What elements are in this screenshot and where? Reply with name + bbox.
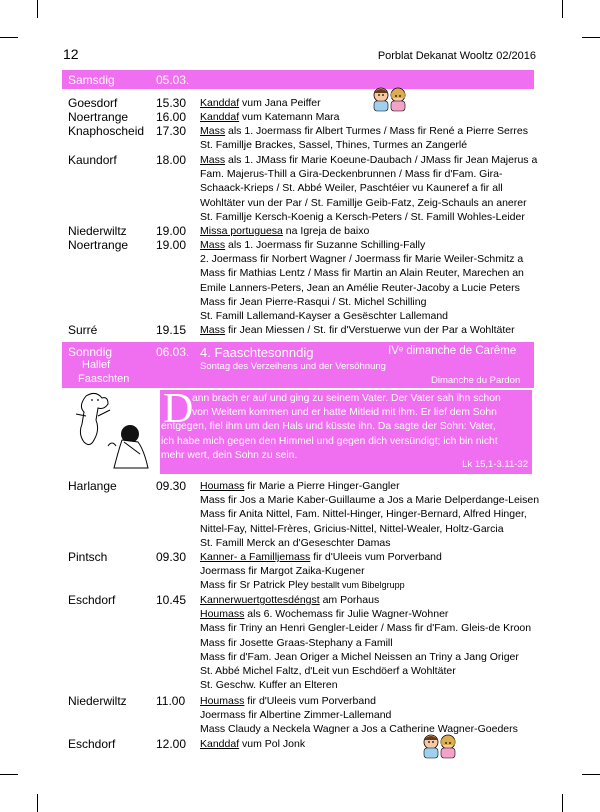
crop-mark	[0, 774, 18, 775]
row-desc: na Igreja de baixo	[282, 225, 370, 237]
row-time: 15.30	[156, 96, 187, 110]
prodigal-son-illustration	[68, 390, 156, 472]
saturday-day: Samsdig	[68, 73, 115, 87]
row-keyword: Kanner- a Familljemass	[200, 551, 311, 563]
row-desc: als 1. JMass fir Marie Koeune-Daubach / JMass fir Jean Majerus a	[225, 154, 538, 166]
row-place: Niederwiltz	[68, 224, 127, 238]
row-time: 09.30	[156, 550, 187, 564]
row-time: 10.45	[156, 593, 187, 607]
row-extra-line: Schaack-Krieps / St. Abbé Weiler, Paschtéier vu Kauneref a fir all	[200, 182, 503, 195]
baptism-children-icon	[420, 733, 462, 759]
gospel-line: entgegen, fiel ihm um den Hals und küsste ihn. Da sagte der Sohn: Vater,	[161, 421, 496, 433]
row-keyword: Houmass	[200, 695, 245, 707]
row-keyword: Mass	[200, 324, 226, 336]
row-place: Surré	[68, 323, 98, 337]
row-text	[200, 323, 540, 337]
publication-title: Porblat Dekanat Wooltz 02/2016	[377, 50, 536, 62]
row-extra-line: St. Famill Merck an d'Geseschter Damas	[200, 536, 391, 549]
row-text	[200, 110, 540, 124]
row-place: Noertrange	[68, 110, 129, 124]
row-extra-line: Joermass fir Margot Zaika-Kugener	[200, 565, 365, 578]
row-time: 09.30	[156, 479, 187, 493]
saturday-date: 05.03.	[156, 73, 190, 87]
row-desc: als 1. Joermass fir Albert Turmes / Mass fir René a Pierre Serres	[225, 125, 528, 137]
row-place: Pintsch	[68, 550, 108, 564]
row-text	[200, 238, 540, 323]
row-keyword: Kanddaf	[200, 97, 240, 109]
row-keyword: Kannerwuertgottesdéngst	[200, 594, 320, 606]
crop-mark	[37, 0, 38, 18]
row-keyword: Mass	[200, 239, 226, 251]
row-text	[200, 694, 540, 737]
crop-mark	[582, 774, 600, 775]
row-desc: vum Pol Jonk	[239, 738, 306, 750]
row-time: 11.00	[156, 694, 186, 708]
row-keyword: Mass	[200, 154, 226, 166]
row-time: 17.30	[156, 124, 187, 138]
row-extra-line: Mass fir Sr Patrick Pley	[200, 579, 309, 592]
row-desc: fir d'Uleeis vum Porverband	[310, 551, 442, 563]
row-keyword: Houmass	[200, 608, 245, 621]
row-keyword: Houmass	[200, 480, 245, 492]
row-extra-line: St. Famillje Kersch-Koenig a Kersch-Peters / St. Famill Wohles-Leider	[200, 210, 525, 223]
row-place: Eschdorf	[68, 593, 116, 607]
row-desc: vum Jana Peiffer	[239, 97, 321, 109]
saturday-header-band	[62, 70, 534, 89]
row-place: Knaphoscheid	[68, 124, 145, 138]
row-place: Eschdorf	[68, 737, 116, 751]
row-extra-line: Wohltäter vun der Par / St. Famillje Geib-Fatz, Zeig-Schauls an anerer	[200, 196, 527, 209]
row-text	[200, 593, 540, 692]
row-time: 19.00	[156, 238, 187, 252]
row-time: 16.00	[156, 110, 187, 124]
row-keyword: Kanddaf	[200, 738, 240, 750]
row-keyword: Missa portuguesa	[200, 225, 283, 237]
row-extra-line: Mass fir Jean Pierre-Rasqui / St. Michel Schilling	[200, 295, 427, 308]
gospel-reference: Lk 15,1-3.11-32	[462, 459, 528, 470]
gospel-line: ich habe mich gegen den Himmel und gegen dich versündigt; ich bin nicht	[161, 435, 498, 447]
row-desc: vum Katemann Mara	[239, 111, 340, 123]
crop-mark	[0, 37, 18, 38]
row-extra-line: St. Geschw. Kuffer an Elteren	[200, 679, 338, 692]
row-keyword: Mass	[200, 125, 226, 137]
row-text	[200, 153, 540, 224]
row-text	[200, 737, 540, 751]
row-keyword: Kanddaf	[200, 111, 240, 123]
row-extra-line: Mass fir d'Fam. Jean Origer a Michel Neissen an Triny a Jang Origer	[200, 650, 519, 663]
gospel-line: von Weitem kommen und er hatte Mitleid mit ihm. Er lief dem Sohn	[192, 407, 497, 419]
row-extra-line: Mass fir Jos a Marie Kaber-Guillaume a Jos a Marie Delperdange-Leisen	[200, 494, 540, 507]
gospel-text	[161, 392, 530, 463]
row-extra-line: Mass fir Anita Nittel, Fam. Nittel-Hinger, Hinger-Bernard, Alfred Hinger,	[200, 508, 527, 521]
feast-title: 4. Faaschtesonndig	[200, 345, 314, 360]
row-place: Noertrange	[68, 238, 129, 252]
row-place: Goesdorf	[68, 96, 118, 110]
row-extra-line: Emile Lanners-Peters, Jean an Amélie Reuter-Jacoby a Lucie Peters	[200, 281, 520, 294]
feast-title-fr: IVᵉ dimanche de Carême	[388, 345, 517, 357]
sunday-date: 06.03.	[156, 345, 190, 359]
sunday-subtitle: Hallef	[82, 359, 111, 371]
row-desc: als 1. Joermass fir Suzanne Schilling-Fally	[225, 239, 426, 251]
feast-motto: Sontag des Verzeihens und der Versöhnung	[200, 361, 386, 372]
gospel-initial: D	[163, 386, 194, 432]
row-extra-line: Mass fir Triny an Henri Gengler-Leider / Mass fir d'Fam. Gleis-de Kroon	[200, 622, 532, 635]
gospel-line: ann brach er auf und ging zu seinem Vater. Der Vater sah ihn schon	[192, 393, 501, 404]
row-extra-line: Nittel-Fay, Nittel-Frères, Gricius-Nittel, Nittel-Wealer, Holtz-Garcia	[200, 522, 504, 535]
row-desc: am Porhaus	[319, 594, 380, 606]
row-extra-line: Fam. Majerus-Thill a Gira-Deckenbrunnen / Mass fir d'Fam. Gira-	[200, 168, 503, 181]
feast-motto-fr: Dimanche du Pardon	[431, 375, 521, 386]
row-extra-line: St. Famillje Brackes, Sassel, Thines, Turmes an Zangerlé	[200, 139, 468, 152]
row-text	[200, 124, 540, 152]
row-extra-line: Mass fir Josette Graas-Stephany a Famill	[200, 636, 393, 649]
page-number: 12	[63, 46, 79, 62]
row-place: Harlange	[68, 479, 117, 493]
sunday-day: Sonndig	[68, 345, 113, 359]
crop-mark	[582, 37, 600, 38]
row-text	[200, 550, 540, 593]
sunday-subtitle: Faaschten	[78, 373, 130, 385]
row-desc: fir Jean Miessen / St. fir d'Verstuerwe vun der Par a Wohltäter	[225, 324, 515, 336]
row-desc: fir Marie a Pierre Hinger-Gangler	[244, 480, 400, 492]
gospel-line: mehr wert, dein Sohn zu sein.	[161, 449, 298, 461]
row-time: 19.00	[156, 224, 187, 238]
row-place: Kaundorf	[68, 153, 117, 167]
row-desc: fir d'Uleeis vum Porverband	[244, 695, 376, 707]
row-time: 19.15	[156, 323, 187, 337]
row-time: 12.00	[156, 737, 187, 751]
row-extra-line: Mass Claudy a Neckela Wagner a Jos a Catherine Wagner-Goeders	[200, 723, 518, 736]
row-extra-line: 2. Joermass fir Norbert Wagner / Joermass fir Marie Weiler-Schmitz a	[200, 253, 524, 266]
row-desc: als 6. Wochemass fir Julie Wagner-Wohner	[244, 608, 449, 621]
crop-mark	[562, 794, 563, 812]
row-extra-line: St. Famill Lallemand-Kayser a Gesëschter Lallemand	[200, 310, 449, 323]
row-extra-line: Joermass fir Albertine Zimmer-Lallemand	[200, 709, 392, 722]
crop-mark	[37, 794, 38, 812]
baptism-children-icon	[370, 86, 412, 112]
row-note: bestallt vum Bibelgrupp	[308, 580, 405, 591]
row-text	[200, 479, 540, 550]
row-extra-line: Mass fir Mathias Lentz / Mass fir Martin an Alain Reuter, Marechen an	[200, 267, 524, 280]
crop-mark	[562, 0, 563, 18]
row-text	[200, 224, 540, 238]
row-place: Niederwiltz	[68, 694, 127, 708]
row-extra-line: St. Abbé Michel Faltz, d'Leit vun Eschdöerf a Wohltäter	[200, 665, 456, 678]
row-time: 18.00	[156, 153, 187, 167]
